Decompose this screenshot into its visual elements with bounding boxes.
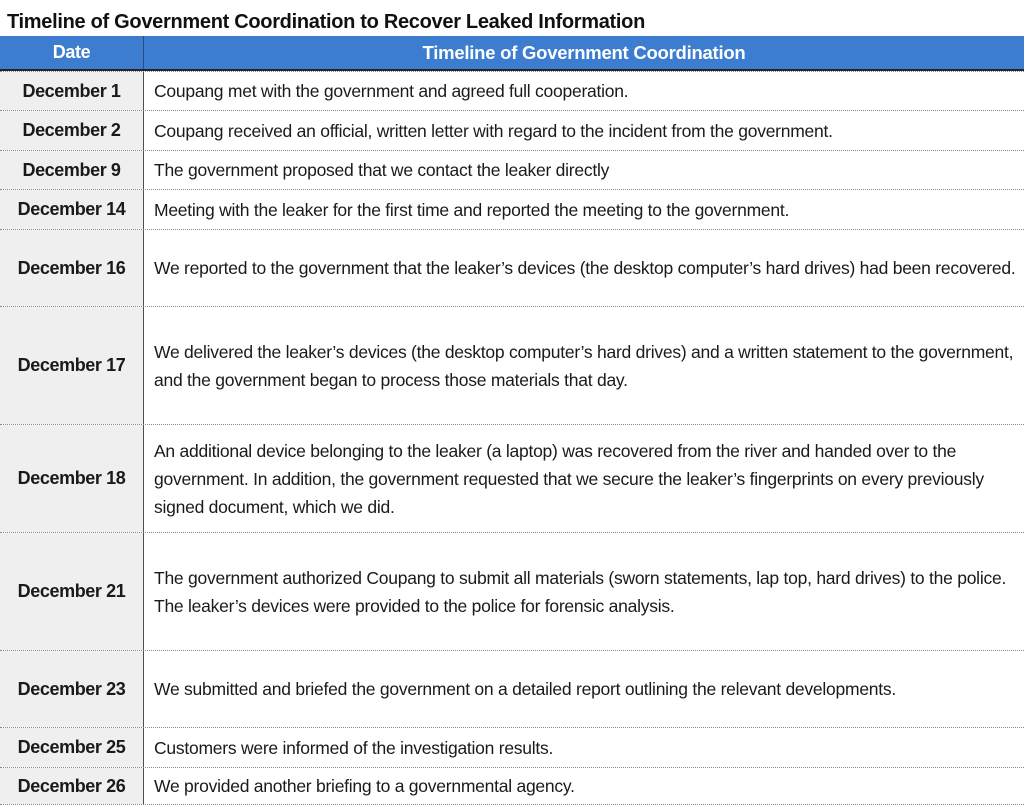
row-event-cell: Coupang received an official, written letter with regard to the incident from the government. bbox=[154, 120, 833, 141]
table-row bbox=[0, 650, 1024, 727]
row-event-cell: We reported to the government that the leaker’s devices (the desktop computer’s hard drives) had been recovered. bbox=[154, 258, 1016, 278]
table-row bbox=[0, 727, 1024, 767]
table-row bbox=[0, 150, 1024, 189]
row-date-cell: December 16 bbox=[0, 230, 144, 306]
row-event-cell: We provided another briefing to a governmental agency. bbox=[154, 776, 575, 796]
row-event-cell: Customers were informed of the investigation results. bbox=[154, 737, 554, 758]
table-row bbox=[0, 229, 1024, 306]
row-date-cell: December 25 bbox=[0, 728, 144, 767]
table-row bbox=[0, 110, 1024, 150]
table-row bbox=[0, 306, 1024, 424]
row-event-cell: The government proposed that we contact the leaker directly bbox=[154, 160, 610, 180]
header-date-cell: Date bbox=[0, 36, 144, 69]
table-row bbox=[0, 424, 1024, 532]
table-row bbox=[0, 767, 1024, 804]
table-row bbox=[0, 71, 1024, 110]
header-timeline-cell: Timeline of Government Coordination bbox=[422, 41, 746, 63]
row-date-cell: December 21 bbox=[0, 533, 144, 650]
table-header-row bbox=[0, 36, 1024, 71]
row-event-cell: We submitted and briefed the government on a detailed report outlining the relevant developments. bbox=[154, 679, 897, 699]
table-row bbox=[0, 532, 1024, 650]
row-date-cell: December 18 bbox=[0, 425, 144, 532]
row-event-cell: The government authorized Coupang to submit all materials (sworn statements, lap top, hard drives) to the police. The leaker’s devices were provided to the police for forensic analysis. bbox=[154, 567, 1007, 616]
table-body bbox=[0, 71, 1024, 804]
row-event-cell: We delivered the leaker’s devices (the desktop computer’s hard drives) and a written statement to the government, and the government began to process those materials that day. bbox=[154, 341, 1014, 390]
table-row bbox=[0, 189, 1024, 229]
row-date-cell: December 1 bbox=[0, 72, 144, 110]
page-title: Timeline of Government Coordination to Recover Leaked Information bbox=[7, 11, 646, 33]
timeline-table bbox=[0, 36, 1024, 805]
row-event-cell: An additional device belonging to the leaker (a laptop) was recovered from the river and handed over to the government. In addition, the government requested that we secure the leaker’s fingerprints on every previously signed document, which we did. bbox=[154, 440, 984, 517]
row-event-cell: Meeting with the leaker for the first time and reported the meeting to the government. bbox=[154, 199, 790, 220]
row-date-cell: December 23 bbox=[0, 651, 144, 727]
row-date-cell: December 26 bbox=[0, 768, 144, 804]
row-date-cell: December 9 bbox=[0, 151, 144, 189]
row-date-cell: December 17 bbox=[0, 307, 144, 424]
row-date-cell: December 2 bbox=[0, 111, 144, 150]
row-date-cell: December 14 bbox=[0, 190, 144, 229]
row-event-cell: Coupang met with the government and agreed full cooperation. bbox=[154, 81, 629, 101]
